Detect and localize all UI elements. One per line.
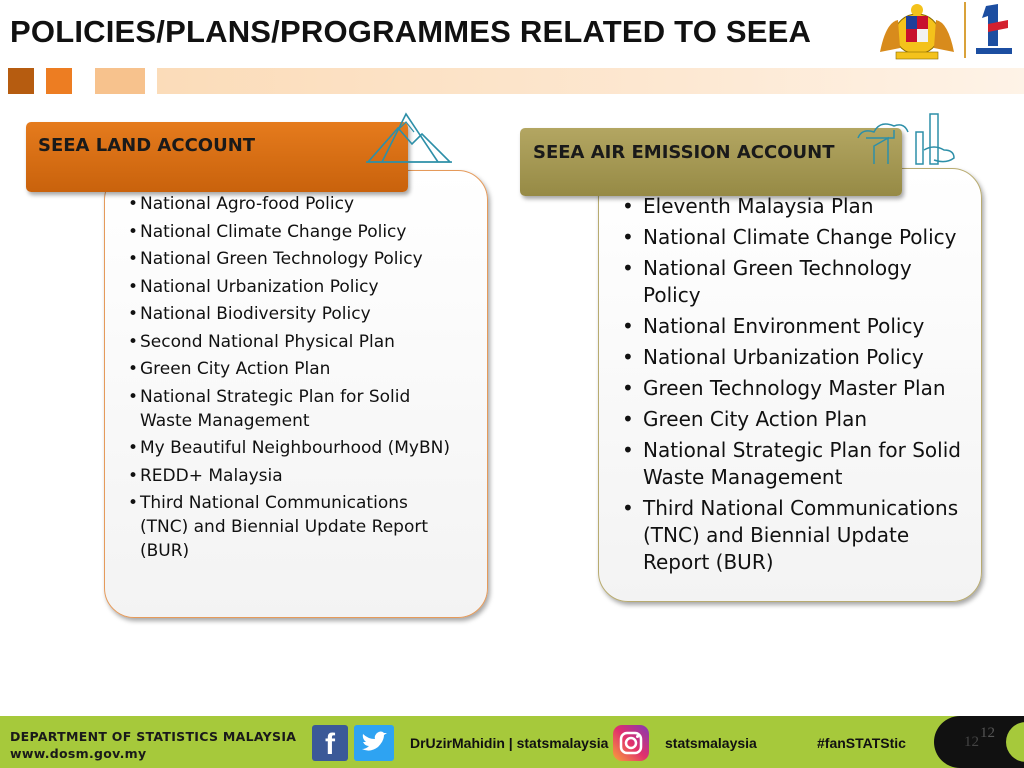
land-account-header (26, 122, 408, 192)
website-link[interactable]: www.dosm.gov.my (10, 746, 147, 761)
list-item: • Second National Physical Plan (128, 330, 458, 354)
list-item: • National Climate Change Policy (622, 224, 962, 251)
page-number-shadow: 12 (980, 725, 995, 741)
page-title: POLICIES/PLANS/PROGRAMMES RELATED TO SEEA (10, 14, 812, 49)
list-item: • Green City Action Plan (622, 406, 962, 433)
social-handle[interactable]: DrUzirMahidin | statsmalaysia (410, 735, 609, 751)
land-policy-list (128, 192, 458, 567)
department-info (10, 728, 296, 762)
1malaysia-logo-icon (972, 2, 1016, 60)
list-item: • National Strategic Plan for Solid Waste Management (622, 437, 962, 491)
hashtag: #fanSTATStic (817, 735, 906, 751)
list-item: • National Strategic Plan for Solid Waste Management (128, 385, 458, 433)
department-name: DEPARTMENT OF STATISTICS MALAYSIA (10, 729, 297, 744)
list-item: • National Agro-food Policy (128, 192, 458, 216)
list-item: • National Urbanization Policy (622, 344, 962, 371)
facebook-icon[interactable]: f (312, 725, 348, 761)
list-item: • National Green Technology Policy (128, 247, 458, 271)
list-item: • My Beautiful Neighbourhood (MyBN) (128, 436, 458, 460)
decorative-band (157, 68, 1024, 94)
list-item: • National Environment Policy (622, 313, 962, 340)
list-item: • Green City Action Plan (128, 357, 458, 381)
footer-bar (0, 716, 1024, 768)
twitter-icon[interactable] (354, 725, 394, 761)
mountain-icon (362, 110, 454, 166)
factory-icon (854, 110, 958, 168)
air-account-title: SEEA AIR EMISSION ACCOUNT (533, 142, 835, 163)
list-item: • Eleventh Malaysia Plan (622, 193, 962, 220)
list-item: • National Climate Change Policy (128, 220, 458, 244)
logo-divider (964, 2, 966, 58)
list-item: • National Green Technology Policy (622, 255, 962, 309)
air-policy-list (622, 193, 962, 580)
list-item: • Third National Communications (TNC) and Biennial Update Report (BUR) (128, 491, 458, 563)
list-item: • National Biodiversity Policy (128, 302, 458, 326)
list-item: • National Urbanization Policy (128, 275, 458, 299)
page-number: 12 (964, 734, 979, 750)
list-item: • Green Technology Master Plan (622, 375, 962, 402)
instagram-handle[interactable]: statsmalaysia (665, 735, 757, 751)
list-item: • Third National Communications (TNC) and Biennial Update Report (BUR) (622, 495, 962, 576)
list-item: • REDD+ Malaysia (128, 464, 458, 488)
instagram-icon[interactable] (613, 725, 649, 761)
land-account-title: SEEA LAND ACCOUNT (38, 135, 256, 156)
malaysia-crest-icon (876, 2, 958, 62)
air-account-header (520, 128, 902, 196)
